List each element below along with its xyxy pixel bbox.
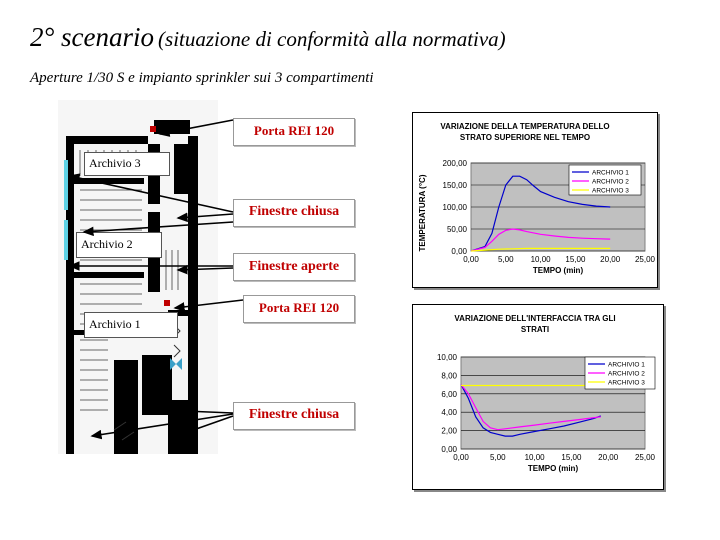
chart-title-line: STRATO SUPERIORE NEL TEMPO (459, 133, 591, 142)
legend-entry: ARCHIVIO 2 (592, 178, 629, 186)
y-tick-label: 150,00 (442, 181, 467, 190)
room-label-archivio-3: Archivio 3 (84, 152, 170, 176)
slide-title-parenthetical: (situazione di conformità alla normativa) (158, 27, 506, 51)
y-tick-label: 8,00 (441, 371, 457, 381)
y-tick-label: 0,00 (451, 247, 467, 256)
x-tick-label: 20,00 (600, 255, 621, 264)
callout-finestre-chiusa-lower: Finestre chiusa (233, 402, 355, 430)
x-tick-label: 25,00 (634, 453, 656, 462)
slide-title-main: 2° scenario (30, 22, 155, 52)
x-tick-label: 20,00 (598, 453, 619, 462)
chart-temperature (413, 113, 657, 287)
chart-title-line: VARIAZIONE DELLA TEMPERATURA DELLO (440, 122, 610, 131)
chart-title-line: STRATI (520, 325, 550, 334)
callout-finestre-aperte: Finestre aperte (233, 253, 355, 281)
x-tick-label: 0,00 (463, 255, 479, 264)
y-axis-label: TEMPERATURA (°C) (418, 174, 427, 252)
slide-subtitle: Aperture 1/30 S e impianto sprinkler sui 3 compartimenti (30, 70, 374, 86)
room-label-archivio-1: Archivio 1 (84, 312, 178, 338)
room-label-archivio-2: Archivio 2 (76, 232, 162, 258)
x-tick-label: 25,00 (634, 255, 656, 264)
legend-entry: ARCHIVIO 1 (608, 361, 645, 369)
chart-interface (413, 305, 663, 489)
x-axis-label: TEMPO (min) (532, 266, 584, 275)
callout-porta-rei-120-bottom: Porta REI 120 (243, 295, 355, 323)
chart-title-line: VARIAZIONE DELL'INTERFACCIA TRA GLI (454, 314, 616, 323)
slide-title (30, 22, 506, 53)
chart-interface-box (412, 304, 664, 490)
x-tick-label: 10,00 (530, 255, 551, 264)
chart-temperature-box (412, 112, 658, 288)
y-tick-label: 0,00 (441, 445, 457, 454)
y-tick-label: 2,00 (441, 426, 457, 436)
x-tick-label: 5,00 (490, 453, 506, 462)
callout-porta-rei-120-top: Porta REI 120 (233, 118, 355, 146)
y-tick-label: 10,00 (436, 353, 457, 362)
x-tick-label: 15,00 (565, 255, 586, 264)
x-axis-label: TEMPO (min) (527, 464, 579, 473)
legend-entry: ARCHIVIO 3 (608, 379, 645, 387)
legend-entry: ARCHIVIO 3 (592, 187, 629, 195)
y-tick-label: 50,00 (446, 225, 467, 234)
legend-entry: ARCHIVIO 2 (608, 370, 645, 378)
y-tick-label: 6,00 (441, 389, 457, 399)
x-tick-label: 0,00 (453, 453, 469, 462)
y-tick-label: 200,00 (442, 159, 467, 168)
legend-entry: ARCHIVIO 1 (592, 169, 629, 177)
y-tick-label: 4,00 (441, 408, 457, 418)
x-tick-label: 5,00 (498, 255, 514, 264)
callout-finestre-chiusa-upper: Finestre chiusa (233, 199, 355, 227)
x-tick-label: 15,00 (561, 453, 582, 462)
y-tick-label: 100,00 (442, 203, 467, 212)
x-tick-label: 10,00 (524, 453, 545, 462)
